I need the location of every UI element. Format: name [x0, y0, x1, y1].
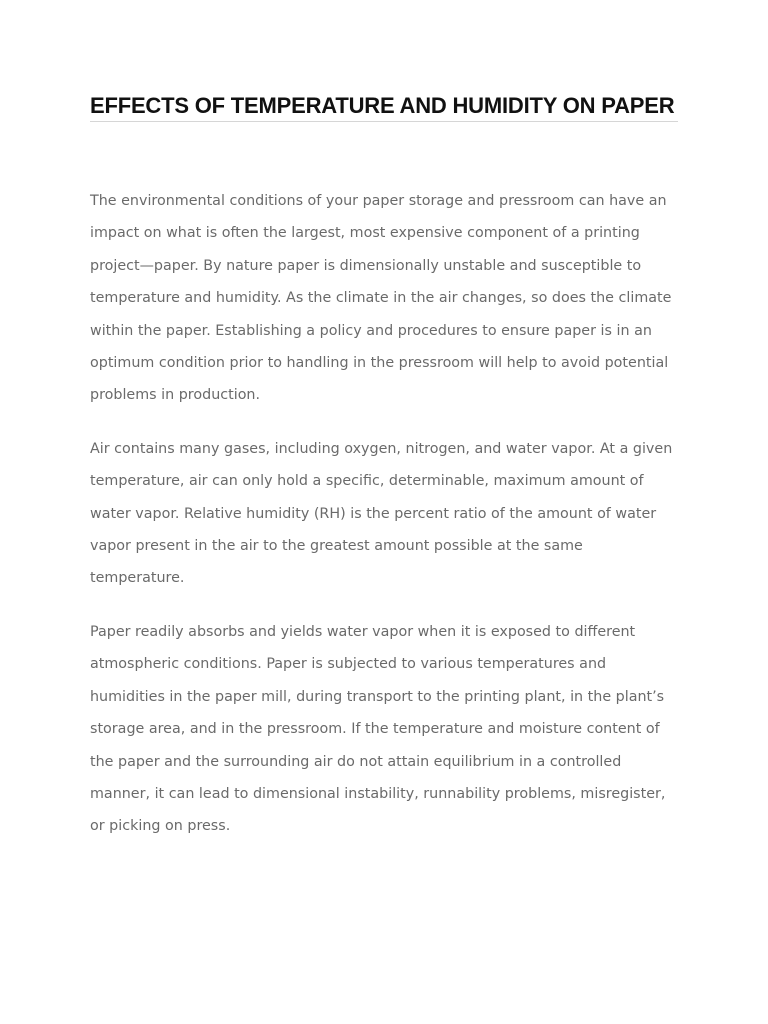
paragraph: Air contains many gases, including oxygen, nitrogen, and water vapor. At a given temperature, air can only hold a specific, determinable, maximum amount of water vapor. Relative humidity (RH) is the percent ratio of the amount of water vapor present in the air to the greatest amount possible at the same temperature. — [90, 440, 673, 587]
document-page — [90, 92, 678, 864]
paragraph: Paper readily absorbs and yields water vapor when it is exposed to different atmospheric conditions. Paper is subjected to various temperatures and humidities in the paper mill, during transport to the printing plant, in the plant’s storage area, and in the pressroom. If the temperature and moisture content of the paper and the surrounding air do not attain equilibrium in a controlled manner, it can lead to dimensional instability, runnability problems, misregister, or picking on press. — [90, 623, 666, 835]
document-body — [90, 185, 678, 843]
document-title: EFFECTS OF TEMPERATURE AND HUMIDITY ON PAPER — [90, 92, 678, 122]
paragraph: The environmental conditions of your paper storage and pressroom can have an impact on what is often the largest, most expensive component of a printing project—paper. By nature paper is dimensionally unstable and susceptible to temperature and humidity. As the climate in the air changes, so does the climate within the paper. Establishing a policy and procedures to ensure paper is in an optimum condition prior to handling in the pressroom will help to avoid potential problems in production. — [90, 193, 672, 404]
